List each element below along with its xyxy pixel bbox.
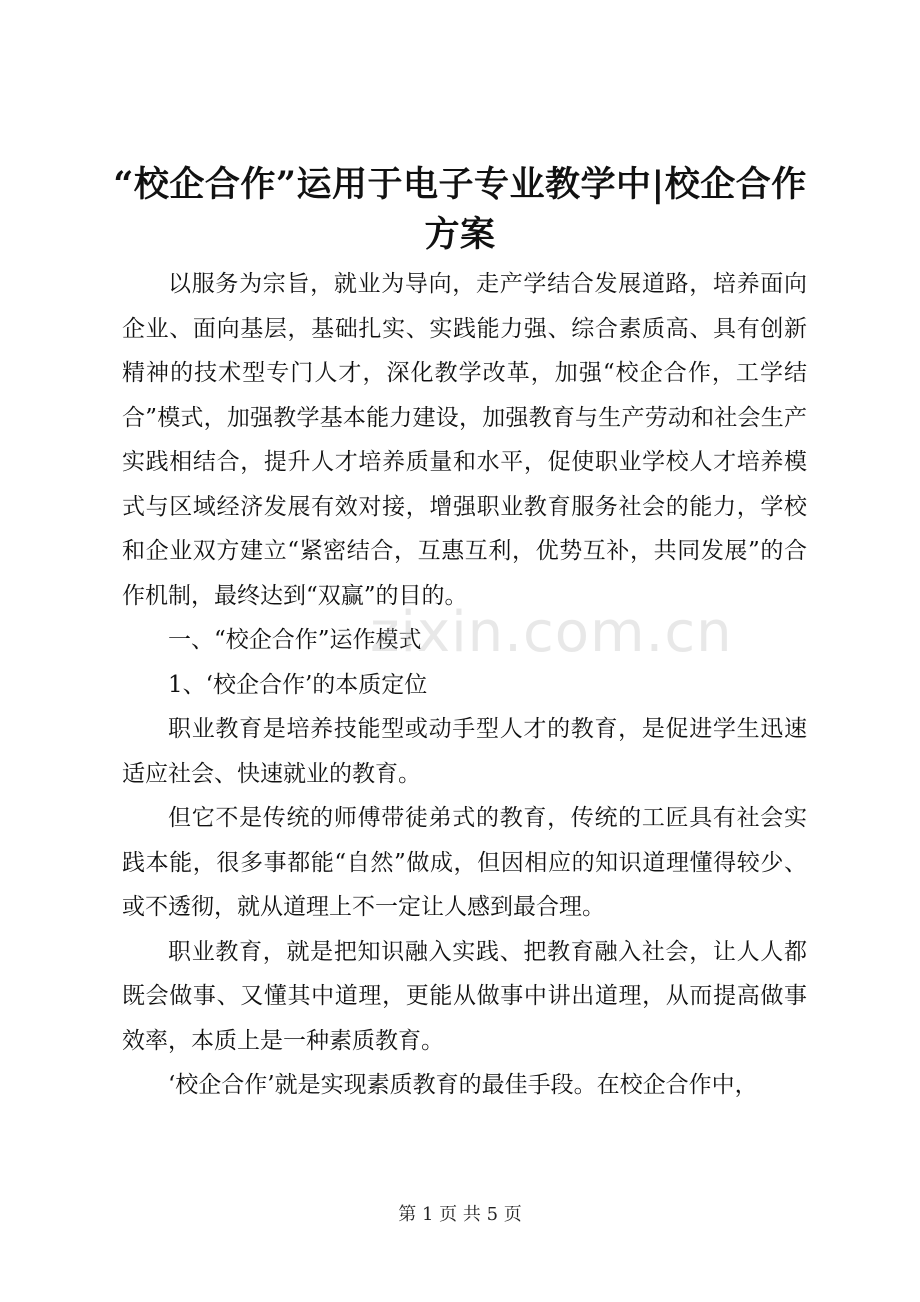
paragraph: 职业教育是培养技能型或动手型人才的教育，是促进学生迅速适应社会、快速就业的教育。: [122, 716, 807, 787]
paragraph: 但它不是传统的师傅带徒弟式的教育，传统的工匠具有社会实践本能，很多事都能“自然”做成，但因相应的知识道理懂得较少、或不透彻，就从道理上不一定让人感到最合理。: [122, 805, 807, 920]
paragraph: 以服务为宗旨，就业为导向，走产学结合发展道路，培养面向企业、面向基层，基础扎实、实践能力强、综合素质高、具有创新精神的技术型专门人才，深化教学改革，加强“校企合作，工学结合”模式，加强教学基本能力建设，加强教育与生产劳动和社会生产实践相结合，提升人才培养质量和水平，促使职业学校人才培养模式与区域经济发展有效对接，增强职业教育服务社会的能力，学校和企业双方建立“紧密结合，互惠互利，优势互补，共同发展”的合作机制，最终达到“双赢”的目的。: [122, 271, 807, 609]
subsection-heading: 1、‘校企合作’的本质定位: [168, 671, 428, 698]
page-footer: 第 1 页 共 5 页: [398, 1204, 522, 1225]
paragraph: ‘校企合作’就是实现素质教育的最佳手段。在校企合作中，: [168, 1072, 758, 1098]
section-heading: 一、“校企合作”运作模式: [168, 627, 422, 653]
document-body: [122, 262, 807, 1108]
watermark: zixin.com.cn: [370, 600, 733, 665]
document-title: “校企合作”运用于电子专业教学中|校企合作方案: [113, 164, 807, 255]
paragraph: 职业教育，就是把知识融入实践、把教育融入社会，让人人都既会做事、又懂其中道理，更能从做事中讲出道理，从而提高做事效率，本质上是一种素质教育。: [122, 938, 807, 1054]
